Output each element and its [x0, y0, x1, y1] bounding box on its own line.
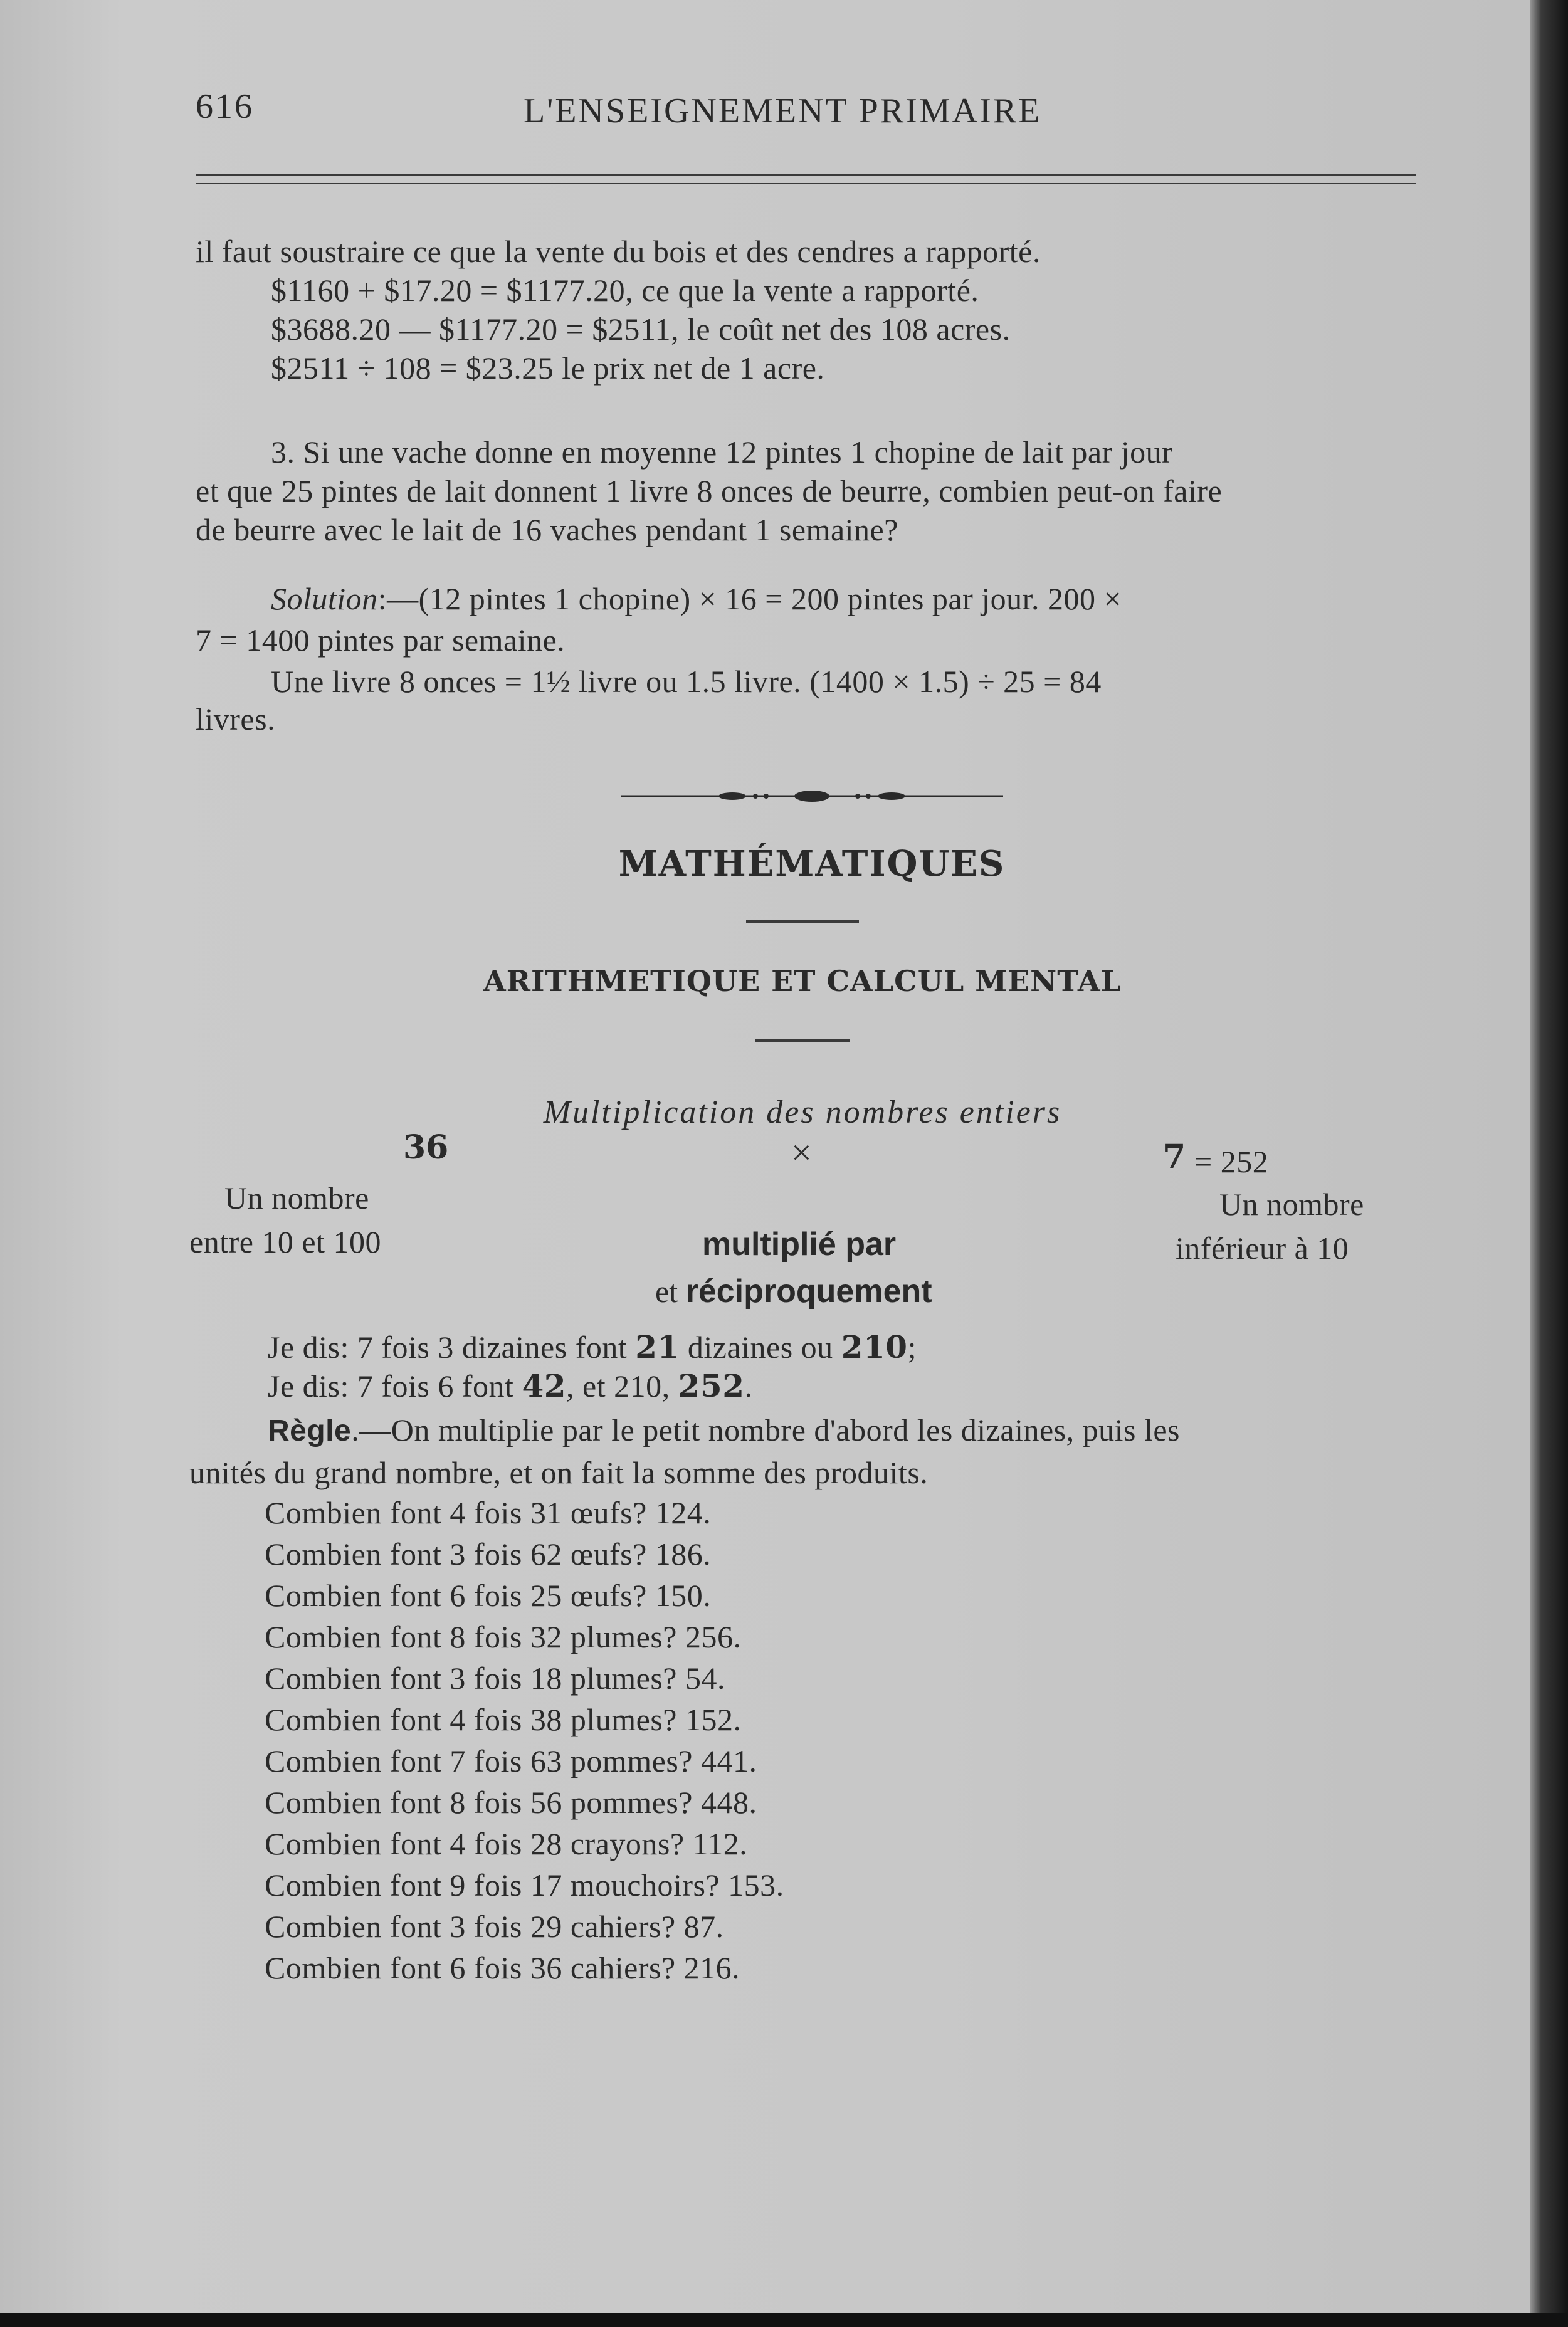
exercise-11: Combien font 3 fois 29 cahiers? 87. [265, 1909, 724, 1944]
running-title: L'ENSEIGNEMENT PRIMAIRE [524, 92, 1042, 130]
example-right-number: 7 [1163, 1138, 1186, 1176]
solution-line-1 [271, 579, 1122, 618]
header-rule-top [196, 174, 1416, 176]
example-left-number: 36 [403, 1128, 449, 1167]
exercise-10: Combien font 9 fois 17 mouchoirs? 153. [265, 1867, 784, 1903]
rule-line-1 [268, 1410, 1180, 1451]
example-result: = 252 [1194, 1144, 1269, 1179]
exercise-4: Combien font 8 fois 32 plumes? 256. [265, 1619, 742, 1654]
solution-label: Solution [271, 581, 378, 616]
rule-line-1-text: .—On multiplie par le petit nombre d'abord les dizaines, puis les [351, 1412, 1181, 1447]
times-symbol: × [791, 1132, 812, 1173]
section-title: MATHÉMATIQUES [618, 843, 1006, 885]
page-number: 616 [196, 87, 254, 126]
solution-line-3: Une livre 8 onces = 1½ livre ou 1.5 livre. (1400 × 1.5) ÷ 25 = 84 [271, 664, 1102, 699]
statement-1-text-a: Je dis: 7 fois 3 dizaines font [268, 1330, 628, 1365]
solution-line-1-text: :—(12 pintes 1 chopine) × 16 = 200 pintes par jour. 200 × [377, 581, 1122, 616]
statement-1-text-b: dizaines ou [687, 1330, 833, 1365]
exercise-12: Combien font 6 fois 36 cahiers? 216. [265, 1950, 740, 1985]
right-caption-2: inférieur à 10 [1176, 1231, 1349, 1266]
exercise-7: Combien font 7 fois 63 pommes? 441. [265, 1743, 757, 1778]
left-caption-2: entre 10 et 100 [189, 1224, 382, 1259]
problem-3-line-1: 3. Si une vache donne en moyenne 12 pintes 1 chopine de lait par jour [271, 434, 1173, 470]
statement-2-text-b: , et 210, [566, 1368, 670, 1404]
scan-border-bottom [0, 2313, 1568, 2327]
continuation-line-4: $2511 ÷ 108 = $23.25 le prix net de 1 acre. [271, 350, 825, 386]
header-rule-bottom [196, 183, 1416, 184]
left-caption-1: Un nombre [224, 1180, 369, 1216]
statement-1-bold-b: 210 [841, 1328, 908, 1365]
solution-line-2: 7 = 1400 pintes par semaine. [196, 622, 566, 658]
statement-2 [268, 1367, 753, 1405]
exercise-2: Combien font 3 fois 62 œufs? 186. [265, 1536, 712, 1572]
rule-line-2: unités du grand nombre, et on fait la somme des produits. [189, 1455, 929, 1490]
exercise-5: Combien font 3 fois 18 plumes? 54. [265, 1661, 725, 1696]
section-title-rule [746, 920, 859, 923]
statement-1 [268, 1328, 917, 1367]
exercise-3: Combien font 6 fois 25 œufs? 150. [265, 1578, 712, 1613]
ornament-divider [621, 784, 1003, 809]
rule-label: Règle [268, 1414, 352, 1447]
exercise-1: Combien font 4 fois 31 œufs? 124. [265, 1495, 712, 1530]
exercise-8: Combien font 8 fois 56 pommes? 448. [265, 1785, 757, 1820]
continuation-line-1: il faut soustraire ce que la vente du bois et des cendres a rapporté. [196, 234, 1041, 269]
solution-line-4: livres. [196, 701, 276, 737]
middle-caption-2-prefix: et [655, 1274, 678, 1309]
exercise-6: Combien font 4 fois 38 plumes? 152. [265, 1702, 742, 1737]
right-caption-1: Un nombre [1219, 1187, 1364, 1222]
continuation-line-3: $3688.20 — $1177.20 = $2511, le coût net des 108 acres. [271, 312, 1011, 347]
statement-1-bold-a: 21 [635, 1328, 680, 1365]
section-subtitle: ARITHMETIQUE ET CALCUL MENTAL [483, 964, 1122, 998]
continuation-line-2: $1160 + $17.20 = $1177.20, ce que la vente a rapporté. [271, 273, 979, 308]
statement-2-bold-a: 42 [522, 1367, 567, 1404]
statement-2-punct: . [744, 1368, 753, 1404]
section-subtitle-rule [755, 1039, 850, 1042]
problem-3-line-2: et que 25 pintes de lait donnent 1 livre 8 onces de beurre, combien peut-on faire [196, 473, 1223, 508]
middle-caption-1: multiplié par [702, 1226, 897, 1263]
statement-2-bold-b: 252 [678, 1367, 745, 1404]
statement-1-punct: ; [907, 1330, 917, 1365]
topic-heading: Multiplication des nombres entiers [543, 1095, 1062, 1130]
problem-3-line-3: de beurre avec le lait de 16 vaches pendant 1 semaine? [196, 512, 898, 547]
statement-2-text-a: Je dis: 7 fois 6 font [268, 1368, 514, 1404]
middle-caption-2 [655, 1273, 932, 1310]
page-edge-shadow [1530, 0, 1568, 2327]
exercise-9: Combien font 4 fois 28 crayons? 112. [265, 1826, 748, 1861]
middle-caption-2-main: réciproquement [685, 1273, 932, 1310]
